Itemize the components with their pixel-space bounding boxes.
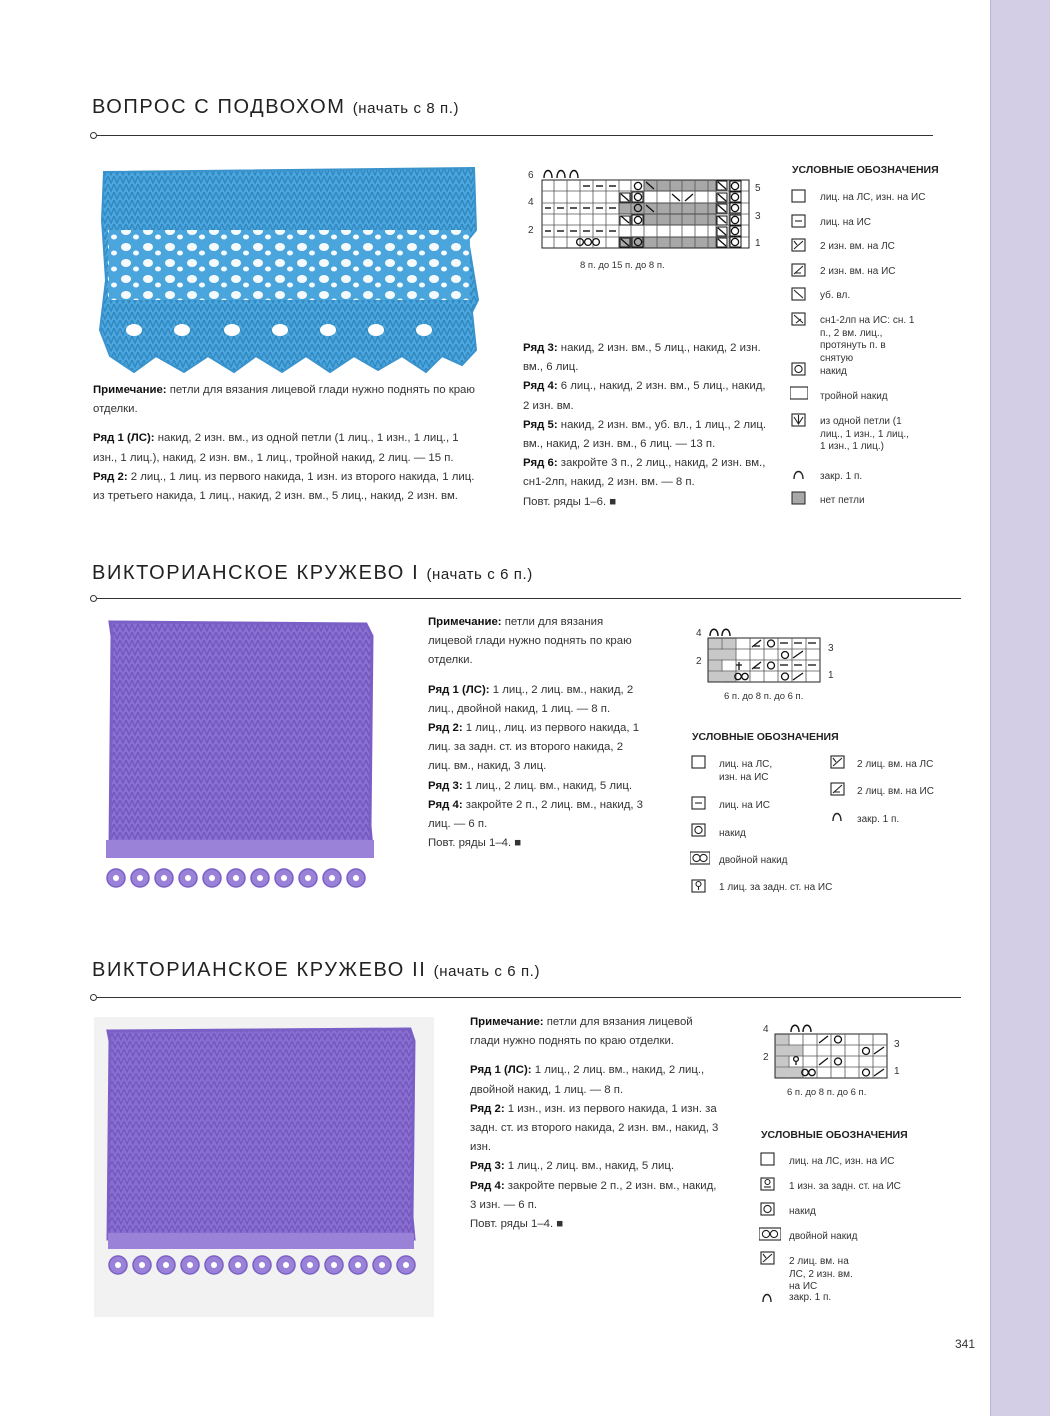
- no-stitch-icon: [792, 492, 805, 504]
- section2-swatch-photo: [96, 616, 388, 908]
- legend-item: накид: [789, 1206, 816, 1217]
- section2-title: ВИКТОРИАНСКОЕ КРУЖЕВО I (начать с 6 п.): [92, 562, 533, 584]
- row-num: 1: [828, 670, 834, 681]
- chart-caption: 6 п. до 8 п. до 6 п.: [787, 1087, 867, 1098]
- legend-item: 2 лиц. вм. на ЛС, 2 изн. вм. на ИС: [789, 1256, 853, 1292]
- legend-item: закр. 1 п.: [789, 1292, 832, 1303]
- triple-yo-icon: [790, 387, 808, 399]
- legend-item: двойной накид: [789, 1231, 858, 1242]
- section1-divider: [97, 135, 933, 136]
- row-num: 4: [763, 1024, 769, 1035]
- legend-item: сн1-2лп на ИС: сн. 1 п., 2 вм. лиц., протянуть п. в снятую: [820, 315, 915, 364]
- section2-instructions: Примечание: петли для вязания лицевой глади нужно поднять по краю отделки. Ряд 1 (ЛС): 1 лиц., 2 лиц. вм., накид, 2 лиц., двойной накид, 1 лиц. — 8 п. Ряд 2: 1 лиц., лиц. из первого накида, 1 лиц. за задн. ст. из второго накида, 2 лиц. вм., накид, 3 лиц. Ряд 3: 1 лиц., 2 лиц. вм., накид, 5 лиц. Ряд 4: закройте 2 п., 2 лиц. вм., накид, 3 лиц. — 6 п. Повт. ряды 1–4. ■: [428, 616, 644, 850]
- bind-off-icon: [544, 171, 578, 179]
- chart-caption: 8 п. до 15 п. до 8 п.: [580, 260, 665, 271]
- row-num: 5: [755, 183, 761, 194]
- divider-dot: [90, 595, 97, 602]
- legend-item: лиц. на ИС: [820, 217, 871, 228]
- section3-divider: [97, 997, 961, 998]
- legend-icons: [790, 189, 808, 509]
- section1-swatch-photo: [96, 160, 484, 382]
- page-number: 341: [955, 1337, 976, 1351]
- divider-dot: [90, 994, 97, 1001]
- section2-stitch-chart: [694, 618, 844, 704]
- legend-item: накид: [719, 828, 746, 839]
- section3-stitch-chart: [761, 1014, 911, 1100]
- legend-item: накид: [820, 366, 847, 377]
- row-num: 2: [696, 656, 702, 667]
- bind-off-icon: [763, 1295, 771, 1303]
- section1-instructions-left: Примечание: петли для вязания лицевой глади нужно поднять по краю отделки. Ряд 1 (ЛС): накид, 2 изн. вм., из одной петли (1 лиц., 1 изн., 1 лиц., 1 изн., 1 лиц.), накид, 2 изн. вм., 1 лиц., тройной накид, 2 лиц. — 15 п. Ряд 2: 2 лиц., 1 лиц. из первого накида, 1 изн. из второго накида, 1 лиц. из третьего накида, 1 лиц., накид, 2 изн. вм., 5 лиц., накид, 2 изн. вм.: [93, 384, 475, 503]
- legend-item: лиц. на ЛС, изн. на ИС: [820, 192, 926, 203]
- legend-item: тройной накид: [820, 391, 888, 402]
- row-num: 4: [696, 628, 702, 639]
- empty-square-icon: [692, 756, 705, 768]
- row-num: 2: [763, 1052, 769, 1063]
- empty-square-icon: [792, 190, 805, 202]
- bind-off-icon: [791, 1025, 811, 1032]
- section1-instructions-right: Ряд 3: накид, 2 изн. вм., 5 лиц., накид, 2 изн. вм., 6 лиц. Ряд 4: 6 лиц., накид, 2 изн. вм., 5 лиц., накид, 2 изн. вм. Ряд 5: накид, 2 изн. вм., уб. вл., 1 лиц., 2 лиц. вм., накид, 2 изн. вм., 6 лиц. — 13 п. Ряд 6: закройте 3 п., 2 лиц., накид, 2 изн. вм., сн1-2лп, накид, 2 изн. вм. — 8 п. Повт. ряды 1–6. ■: [523, 342, 767, 508]
- legend-item: 2 изн. вм. на ИС: [820, 266, 896, 277]
- bind-off-icon: [710, 629, 730, 636]
- bind-off-icon: [833, 814, 841, 822]
- legend-item: 2 лиц. вм. на ИС: [857, 786, 934, 797]
- legend-icons: [830, 755, 846, 825]
- row-num: 2: [528, 225, 534, 236]
- legend-item: уб. вл.: [820, 290, 851, 301]
- section3-swatch-photo: [94, 1017, 434, 1317]
- legend-item: лиц. на ЛС, изн. на ИС: [789, 1156, 895, 1167]
- yarn-over-icon: [792, 363, 805, 375]
- row-num: 3: [755, 211, 761, 222]
- row-num: 3: [894, 1039, 900, 1050]
- section1-legend-title: УСЛОВНЫЕ ОБОЗНАЧЕНИЯ: [792, 164, 939, 176]
- legend-item: лиц. на ЛС, изн. на ИС: [719, 759, 773, 783]
- section1-title: ВОПРОС С ПОДВОХОМ (начать с 8 п.): [92, 96, 460, 118]
- legend-item: 2 лиц. вм. на ЛС: [857, 759, 934, 770]
- section3-title: ВИКТОРИАНСКОЕ КРУЖЕВО II (начать с 6 п.): [92, 959, 541, 981]
- chart-caption: 6 п. до 8 п. до 6 п.: [724, 691, 804, 702]
- legend-item: закр. 1 п.: [820, 471, 863, 482]
- page-side-tab: [990, 0, 1050, 1416]
- divider-dot: [90, 132, 97, 139]
- section3-instructions: Примечание: петли для вязания лицевой глади нужно поднять по краю отделки. Ряд 1 (ЛС): 1 лиц., 2 лиц. вм., накид, 2 лиц., двойной накид, 1 лиц. — 8 п. Ряд 2: 1 изн., изн. из первого накида, 1 изн. за задн. ст. из второго накида, 2 изн. вм., накид, 3 изн. Ряд 3: 1 лиц., 2 лиц. вм., накид, 5 лиц. Ряд 4: закройте первые 2 п., 2 изн. вм., накид, 3 изн. — 6 п. Повт. ряды 1–4. ■: [470, 1016, 719, 1231]
- bind-off-icon: [794, 472, 803, 480]
- yarn-over-icon: [761, 1203, 774, 1215]
- row-num: 1: [755, 238, 761, 249]
- legend-item: 1 изн. за задн. ст. на ИС: [789, 1181, 901, 1192]
- legend-icons: [759, 1152, 781, 1302]
- legend-item: из одной петли (1 лиц., 1 изн., 1 лиц., 1 изн., 1 лиц.): [820, 416, 909, 452]
- row-num: 6: [528, 170, 534, 181]
- legend-item: 2 изн. вм. на ЛС: [820, 241, 895, 252]
- section2-divider: [97, 598, 961, 599]
- legend-item: 1 лиц. за задн. ст. на ИС: [719, 882, 833, 893]
- yarn-over-icon: [692, 824, 705, 836]
- empty-square-icon: [761, 1153, 774, 1165]
- section1-stitch-chart: [524, 160, 774, 272]
- row-num: 3: [828, 643, 834, 654]
- legend-item: закр. 1 п.: [857, 814, 900, 825]
- section2-legend-title: УСЛОВНЫЕ ОБОЗНАЧЕНИЯ: [692, 731, 839, 743]
- row-num: 1: [894, 1066, 900, 1077]
- legend-item: нет петли: [820, 495, 865, 506]
- section3-legend-title: УСЛОВНЫЕ ОБОЗНАЧЕНИЯ: [761, 1129, 908, 1141]
- legend-icons: [690, 755, 710, 895]
- legend-item: двойной накид: [719, 855, 788, 866]
- row-num: 4: [528, 197, 534, 208]
- legend-item: лиц. на ИС: [719, 800, 770, 811]
